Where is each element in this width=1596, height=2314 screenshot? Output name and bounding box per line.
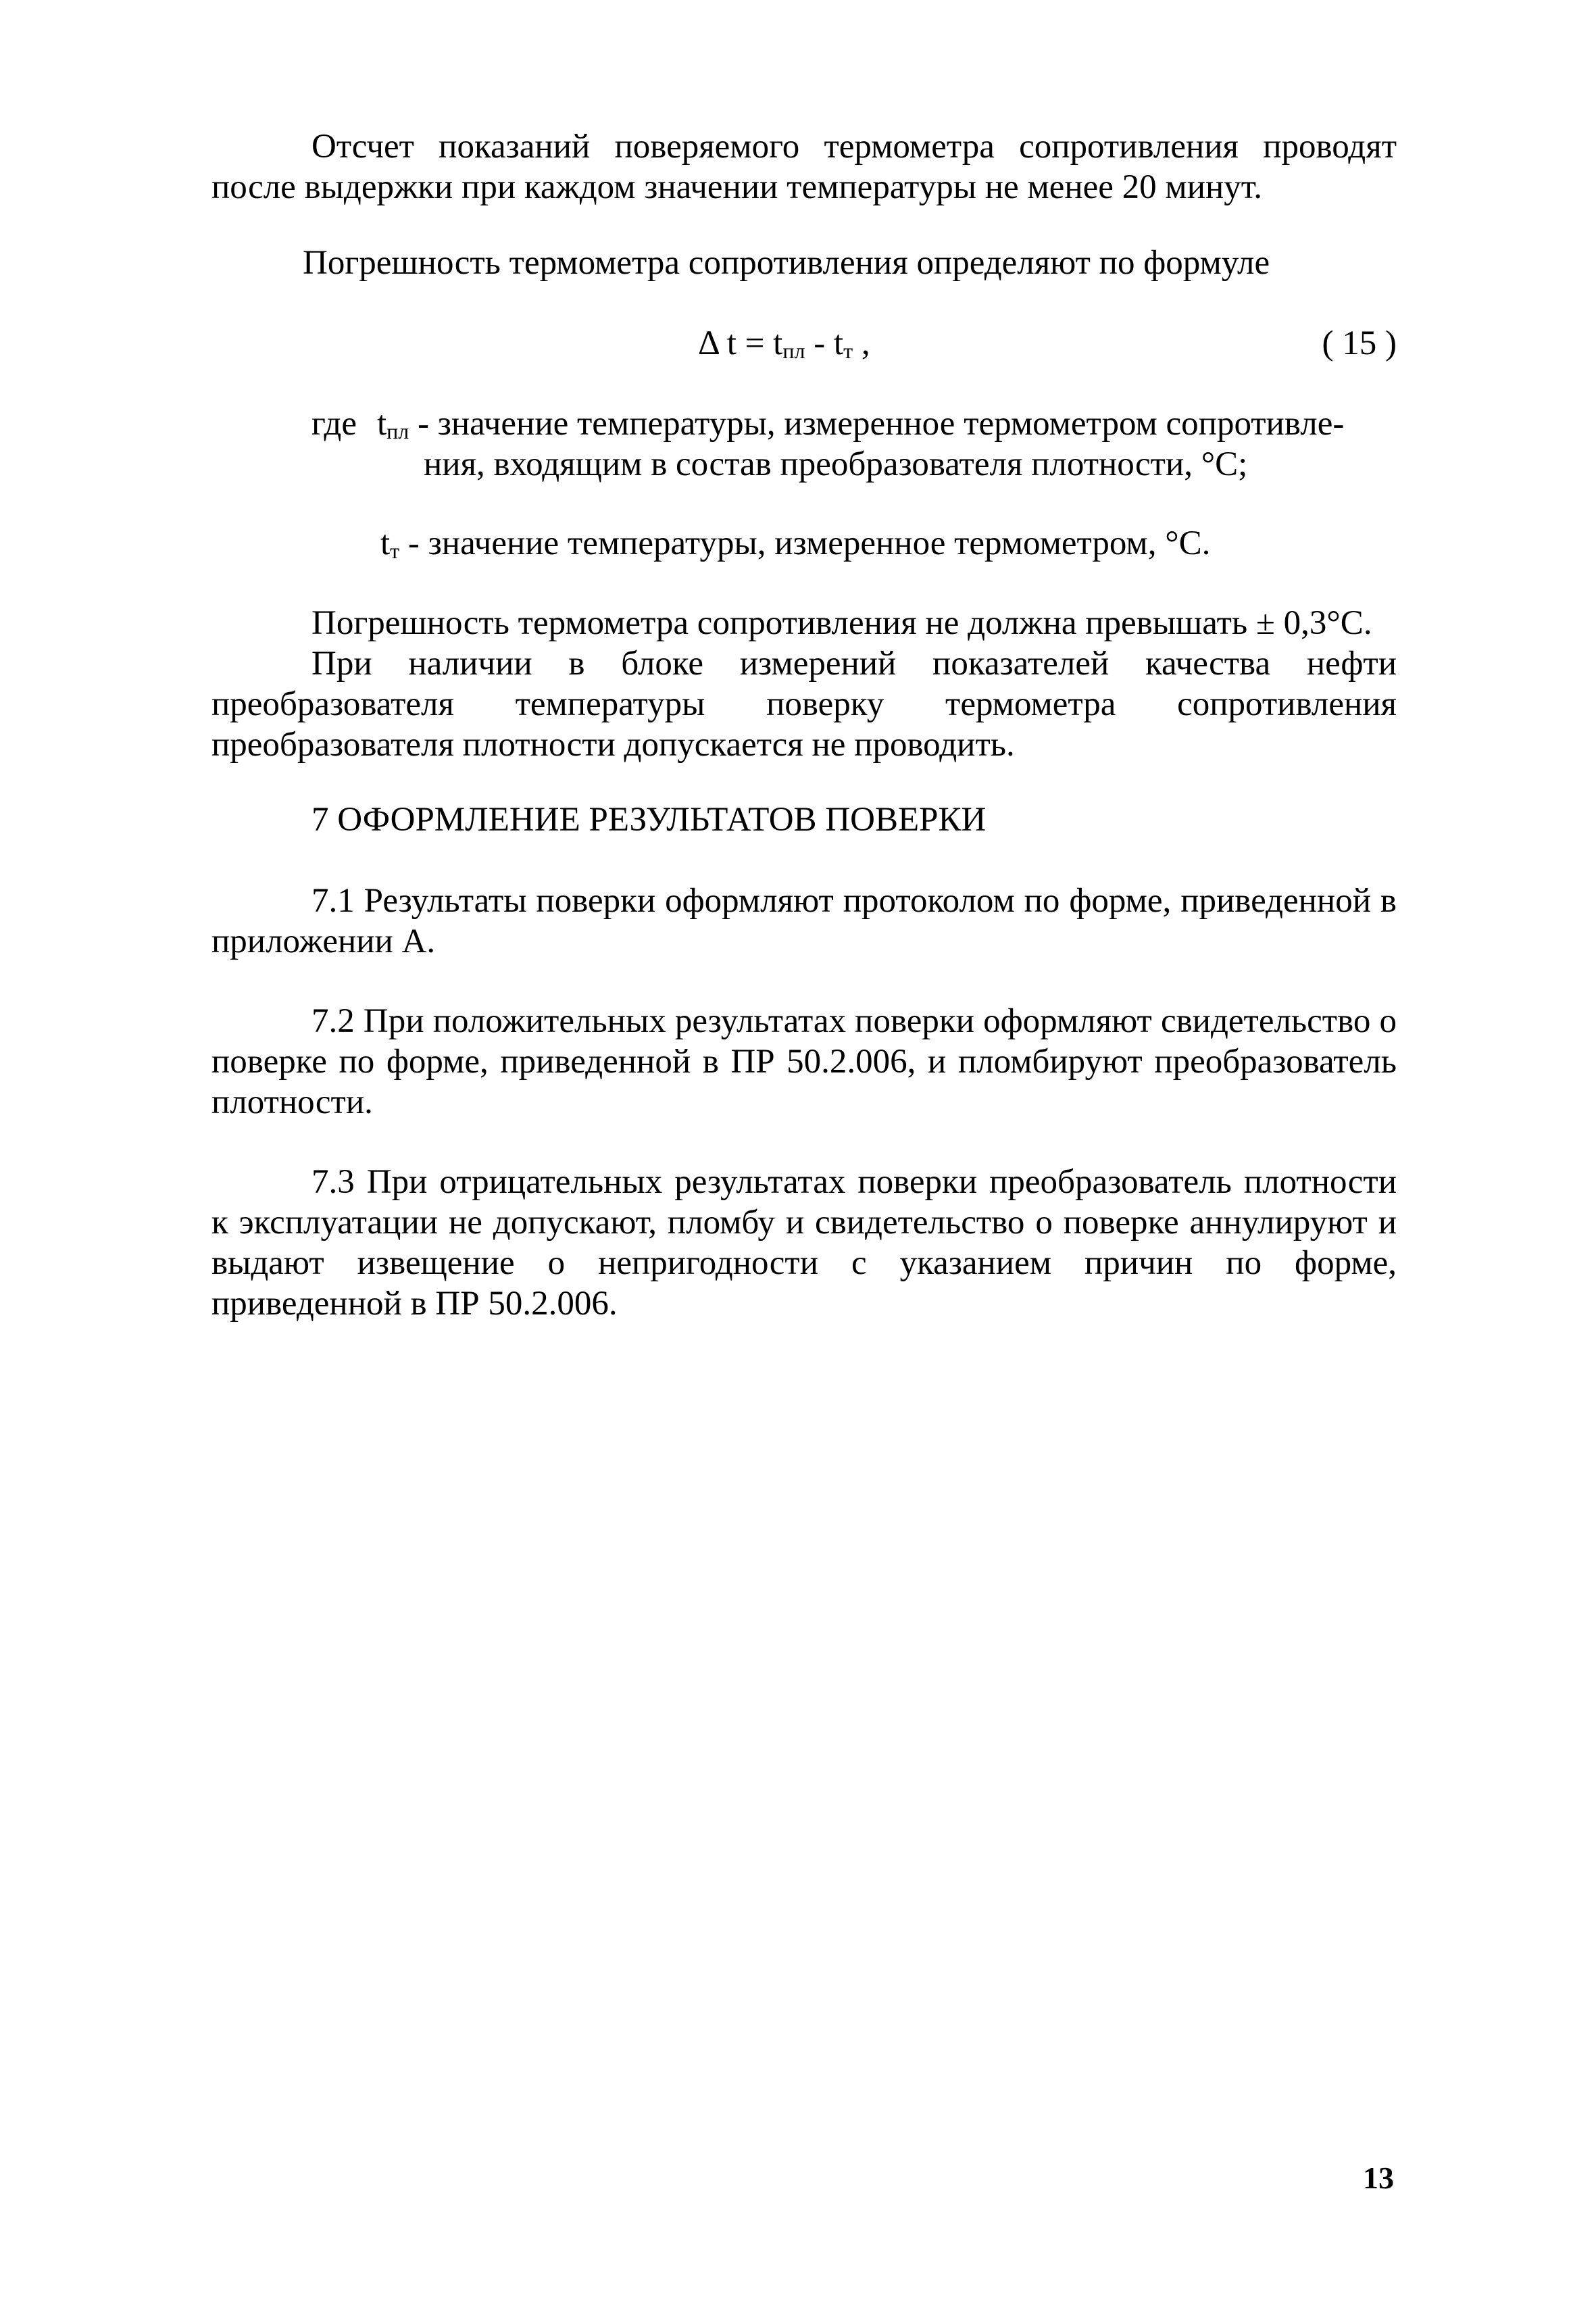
variable-tt-subscript: т [390, 539, 400, 563]
page-number: 13 [1363, 2161, 1394, 2195]
formula-subscript-t: т [843, 339, 853, 363]
paragraph-error-limit: Погрешность термометра сопротивления не должна превышать ± 0,3°С. [311, 604, 1372, 642]
paragraph-7-1: 7.1 Результаты поверки оформляют протоколом по форме, приведенной в приложении А. [211, 882, 1397, 960]
formula-comma: , [853, 324, 870, 362]
variable-tpl-subscript: пл [386, 419, 409, 443]
definition-tt-text: - значение температуры, измеренное термометром, °С. [399, 524, 1211, 562]
section-heading: 7 ОФОРМЛЕНИЕ РЕЗУЛЬТАТОВ ПОВЕРКИ [311, 801, 987, 839]
paragraph-reading-procedure: Отсчет показаний поверяемого термометра сопротивления проводят после выдержки при каждом значении температуры не менее 20 минут. [211, 128, 1397, 206]
error-formula [211, 323, 1397, 364]
variable-tpl: t [376, 405, 387, 443]
where-word: где [311, 405, 357, 443]
formula-minus: - t [805, 324, 844, 362]
definition-tt [380, 523, 1210, 564]
paragraph-error-formula-intro: Погрешность термометра сопротивления определяют по формуле [303, 244, 1270, 282]
formula-delta: Δ t = t [698, 324, 783, 362]
formula-number: ( 15 ) [1322, 324, 1397, 362]
definition-tpl [311, 403, 1344, 444]
formula-expression [698, 323, 870, 364]
definition-tpl-text-line1: - значение температуры, измеренное термометром сопротивле- [409, 405, 1345, 443]
formula-subscript-pl: пл [782, 339, 805, 363]
paragraph-7-2: 7.2 При положительных результатах поверки оформляют свидетельство о поверке по форме, приведенной в ПР 50.2.006, и пломбируют преобразователь плотности. [211, 1002, 1397, 1121]
paragraph-no-check: При наличии в блоке измерений показателей качества нефти преобразователя температуры поверку термометра сопротивления преобразователя плотности допускается не проводить. [211, 645, 1397, 764]
paragraph-7-3: 7.3 При отрицательных результатах поверки преобразователь плотности к эксплуатации не допускают, пломбу и свидетельство о поверке аннулируют и выдают извещение о непригодности с указанием причин по форме, приведенной в ПР 50.2.006. [211, 1163, 1397, 1323]
definition-tpl-text-line2: ния, входящим в состав преобразователя плотности, °С; [424, 445, 1248, 483]
variable-tt: t [380, 524, 391, 562]
